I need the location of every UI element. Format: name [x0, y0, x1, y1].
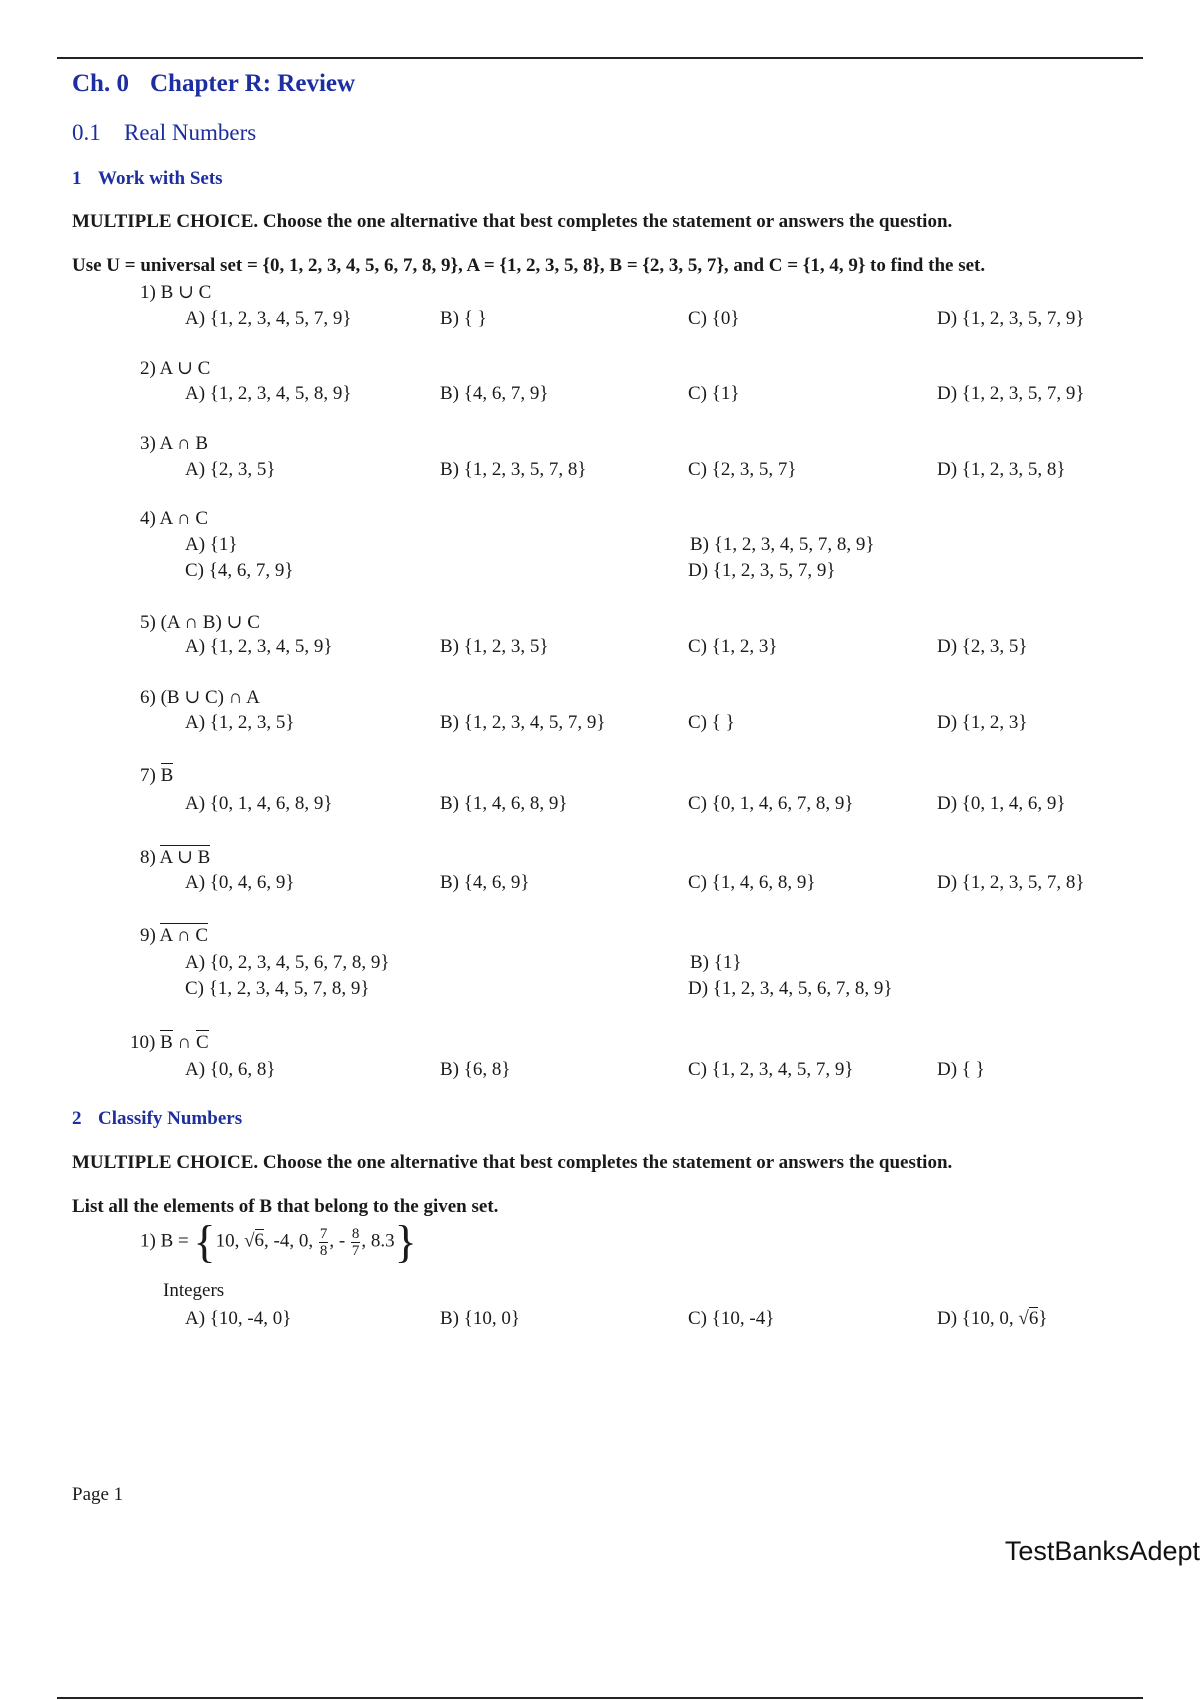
question-expression: (A ∩ B) ∪ C — [160, 612, 260, 633]
objective-number: 2 — [72, 1108, 82, 1129]
chapter-title: Chapter R: Review — [150, 70, 356, 97]
option-c[interactable]: C) {1, 4, 6, 8, 9} — [688, 872, 816, 893]
option-b[interactable]: B) {1, 2, 3, 5, 7, 8} — [440, 459, 587, 480]
question-label — [140, 433, 208, 455]
option-d[interactable]: D) {1, 2, 3} — [937, 712, 1028, 733]
sqrt-value: 6 — [1028, 1308, 1039, 1329]
option-a[interactable]: A) {1, 2, 3, 4, 5, 7, 9} — [185, 308, 352, 329]
option-c[interactable]: C) {1, 2, 3, 4, 5, 7, 9} — [688, 1059, 854, 1080]
objective-heading-1 — [72, 168, 223, 190]
mc-instruction-1: MULTIPLE CHOICE. Choose the one alternative that best completes the statement or answers the question. — [72, 211, 953, 232]
option-b[interactable]: B) {1, 2, 3, 4, 5, 7, 9} — [440, 712, 606, 733]
option-a[interactable]: A) {1} — [185, 534, 238, 555]
question-label — [140, 508, 208, 530]
fraction-numerator: 7 — [319, 1225, 328, 1242]
section-heading — [72, 120, 256, 146]
question-expression-left: B — [160, 1032, 173, 1053]
question-label — [140, 357, 210, 380]
objective-number: 1 — [72, 168, 82, 189]
objective-title: Classify Numbers — [98, 1108, 243, 1129]
question-number: 6) — [140, 687, 156, 708]
option-d[interactable]: D) {1, 2, 3, 5, 7, 9} — [688, 560, 836, 581]
option-b[interactable]: B) {4, 6, 9} — [440, 872, 530, 893]
option-a[interactable]: A) {2, 3, 5} — [185, 459, 276, 480]
question-expression: A ∩ B — [159, 433, 209, 454]
page-number: Page 1 — [72, 1484, 124, 1505]
option-c[interactable]: C) {10, -4} — [688, 1308, 775, 1329]
option-c[interactable]: C) {4, 6, 7, 9} — [185, 560, 294, 581]
option-d[interactable]: D) {1, 2, 3, 5, 7, 9} — [937, 308, 1085, 329]
option-d[interactable]: D) {1, 2, 3, 4, 5, 6, 7, 8, 9} — [688, 978, 893, 999]
option-d[interactable]: D) {1, 2, 3, 5, 8} — [937, 459, 1066, 480]
option-b[interactable]: B) {10, 0} — [440, 1308, 520, 1329]
option-d[interactable]: D) { } — [937, 1059, 985, 1080]
question-number: 9) — [140, 925, 156, 946]
question-label — [140, 611, 260, 634]
set-separator: , - — [329, 1230, 350, 1252]
option-a[interactable]: A) {1, 2, 3, 4, 5, 8, 9} — [185, 383, 352, 404]
option-a[interactable]: A) {0, 4, 6, 9} — [185, 872, 295, 893]
question-label — [140, 686, 260, 709]
question-label — [140, 846, 210, 869]
option-d[interactable]: D) {1, 2, 3, 5, 7, 8} — [937, 872, 1085, 893]
option-d[interactable]: D) {1, 2, 3, 5, 7, 9} — [937, 383, 1085, 404]
question-number: 10) — [130, 1032, 156, 1053]
option-b[interactable]: B) {1} — [690, 952, 742, 973]
question-label — [140, 281, 211, 304]
question-expression: A ∩ C — [159, 508, 209, 529]
classify-instruction: List all the elements of B that belong to the given set. — [72, 1196, 499, 1217]
fraction-denominator: 7 — [351, 1242, 360, 1259]
question-expression: B — [160, 765, 174, 786]
set-elements-a: 10, — [215, 1230, 245, 1252]
watermark-brand: TestBanksAdept — [1004, 1536, 1200, 1566]
option-b[interactable]: B) {1, 2, 3, 4, 5, 7, 8, 9} — [690, 534, 875, 555]
fraction-1 — [319, 1226, 329, 1259]
question-expression: A ∪ C — [159, 358, 211, 379]
sets-instruction: Use U = universal set = {0, 1, 2, 3, 4, 5, 6, 7, 8, 9}, A = {1, 2, 3, 5, 8}, B = {2, 3, 5, 7}, and C = {1, 4, 9} to find the set. — [72, 255, 986, 276]
option-d-suffix: } — [1038, 1308, 1048, 1329]
fraction-2 — [351, 1226, 361, 1259]
option-a[interactable]: A) {10, -4, 0} — [185, 1308, 292, 1329]
option-a[interactable]: A) {0, 2, 3, 4, 5, 6, 7, 8, 9} — [185, 952, 390, 973]
section-title: Real Numbers — [124, 120, 257, 145]
option-b[interactable]: B) {1, 4, 6, 8, 9} — [440, 793, 568, 814]
option-a[interactable]: A) {1, 2, 3, 5} — [185, 712, 295, 733]
option-c[interactable]: C) {1, 2, 3, 4, 5, 7, 8, 9} — [185, 978, 370, 999]
option-c[interactable]: C) {1, 2, 3} — [688, 636, 778, 657]
question-expression: (B ∪ C) ∩ A — [160, 687, 260, 708]
question-label — [140, 1216, 417, 1267]
fraction-denominator: 8 — [319, 1242, 328, 1259]
right-brace-icon: } — [394, 1216, 417, 1267]
set-prefix: B = — [160, 1230, 189, 1252]
option-a[interactable]: A) {1, 2, 3, 4, 5, 9} — [185, 636, 333, 657]
chapter-number: Ch. 0 — [72, 70, 129, 97]
question-expression-operator: ∩ — [172, 1032, 196, 1053]
sqrt-icon: √ — [244, 1230, 255, 1252]
option-c[interactable]: C) {1} — [688, 383, 740, 404]
left-brace-icon: { — [193, 1216, 216, 1267]
question-number: 3) — [140, 433, 156, 454]
question-number: 7) — [140, 765, 156, 786]
option-b[interactable]: B) { } — [440, 308, 487, 329]
question-expression: A ∪ B — [159, 847, 211, 868]
set-elements-c: , 8.3 — [361, 1230, 395, 1252]
option-b[interactable]: B) {6, 8} — [440, 1059, 511, 1080]
sqrt-icon: √ — [1018, 1308, 1029, 1329]
mc-instruction-2: MULTIPLE CHOICE. Choose the one alternative that best completes the statement or answers the question. — [72, 1152, 953, 1173]
question-label — [140, 925, 208, 947]
question-expression: B ∪ C — [160, 282, 212, 303]
option-b[interactable]: B) {4, 6, 7, 9} — [440, 383, 549, 404]
option-d-prefix: D) {10, 0, — [937, 1308, 1019, 1329]
question-number: 5) — [140, 612, 156, 633]
subset-label: Integers — [163, 1280, 225, 1301]
question-number: 1) — [140, 1230, 156, 1252]
objective-heading-2 — [72, 1108, 242, 1130]
set-elements-b: , -4, 0, — [264, 1230, 318, 1252]
option-a[interactable]: A) {0, 6, 8} — [185, 1059, 276, 1080]
option-b[interactable]: B) {1, 2, 3, 5} — [440, 636, 549, 657]
question-number: 2) — [140, 358, 156, 379]
option-d[interactable] — [937, 1308, 1047, 1330]
question-number: 1) — [140, 282, 156, 303]
option-d[interactable]: D) {0, 1, 4, 6, 9} — [937, 793, 1066, 814]
question-number: 4) — [140, 508, 156, 529]
question-expression: A ∩ C — [159, 925, 209, 946]
objective-title: Work with Sets — [98, 168, 223, 189]
option-c[interactable]: C) {0} — [688, 308, 740, 329]
question-label — [140, 765, 173, 787]
question-number: 8) — [140, 847, 156, 868]
option-c[interactable]: C) { } — [688, 712, 735, 733]
option-c[interactable]: C) {0, 1, 4, 6, 7, 8, 9} — [688, 793, 854, 814]
chapter-heading — [72, 70, 355, 98]
option-d[interactable]: D) {2, 3, 5} — [937, 636, 1028, 657]
top-rule — [57, 57, 1143, 59]
bottom-rule — [57, 1697, 1143, 1699]
question-label — [130, 1032, 209, 1054]
sqrt-value: 6 — [254, 1230, 264, 1252]
option-c[interactable]: C) {2, 3, 5, 7} — [688, 459, 797, 480]
fraction-numerator: 8 — [351, 1225, 360, 1242]
question-expression-right: C — [196, 1032, 209, 1053]
section-number: 0.1 — [72, 120, 101, 145]
option-a[interactable]: A) {0, 1, 4, 6, 8, 9} — [185, 793, 333, 814]
